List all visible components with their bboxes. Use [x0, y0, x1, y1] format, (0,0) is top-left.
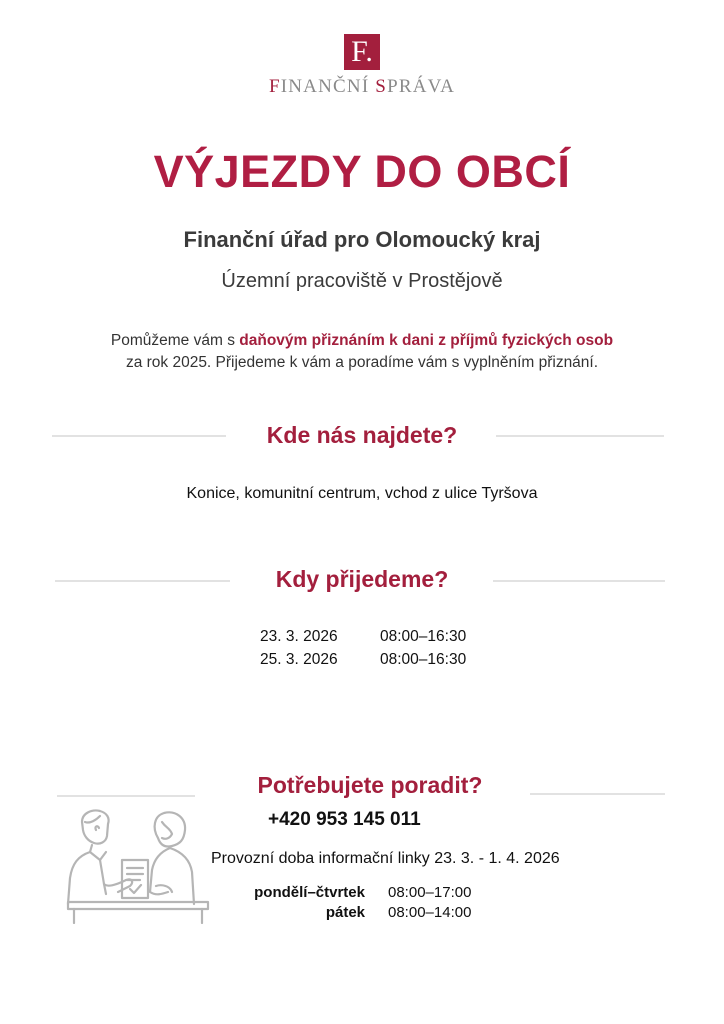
visit-row: [260, 648, 466, 671]
intro-prefix: Pomůžeme vám s: [110, 332, 240, 349]
logo-wordmark: [0, 76, 724, 98]
office-name: Finanční úřad pro Olomoucký kraj: [183, 227, 541, 252]
visit-row: [260, 625, 466, 648]
hours-days: pátek: [325, 904, 365, 921]
logo-mark: [344, 34, 380, 70]
visit-date: 23. 3. 2026: [260, 628, 338, 645]
hours-row: [230, 903, 471, 923]
intro-highlight: daňovým přiznáním k dani z příjmů fyzických osob: [239, 332, 614, 349]
hours-time: 08:00–14:00: [388, 904, 472, 921]
visit-date: 25. 3. 2026: [260, 651, 338, 668]
logo-initial-s: S: [375, 76, 388, 97]
visit-time: 08:00–16:30: [380, 651, 467, 668]
hours-row: [230, 883, 471, 903]
visit-schedule: [260, 625, 466, 671]
hotline-hours: [230, 883, 471, 923]
hours-days: pondělí–čtvrtek: [254, 884, 365, 901]
logo-mark-dot: .: [365, 35, 373, 68]
consultation-illustration-icon: [52, 808, 214, 924]
hotline-info: Provozní doba informační linky 23. 3. - 1. 4. 2026: [211, 850, 560, 867]
logo-mark-letter: F: [351, 35, 366, 68]
hours-time: 08:00–17:00: [388, 884, 472, 901]
intro-text: [0, 330, 724, 374]
intro-line-1: [0, 330, 724, 352]
page-title: VÝJEZDY DO OBCÍ: [153, 146, 571, 197]
office-location: Územní pracoviště v Prostějově: [221, 270, 503, 292]
logo-word-1: INANČNÍ: [280, 76, 376, 97]
where-heading: Kde nás najdete?: [266, 422, 458, 448]
logo-initial-f: F: [268, 76, 281, 97]
visit-time: 08:00–16:30: [380, 628, 467, 645]
help-heading: Potřebujete poradit?: [257, 772, 483, 798]
phone-number[interactable]: +420 953 145 011: [268, 809, 421, 830]
where-address: Konice, komunitní centrum, vchod z ulice Tyršova: [186, 485, 538, 502]
when-heading: Kdy přijedeme?: [275, 566, 449, 592]
intro-line-2: za rok 2025. Přijedeme k vám a poradíme vám s vyplněním přiznání.: [125, 354, 599, 371]
logo-word-2: PRÁVA: [387, 76, 456, 97]
